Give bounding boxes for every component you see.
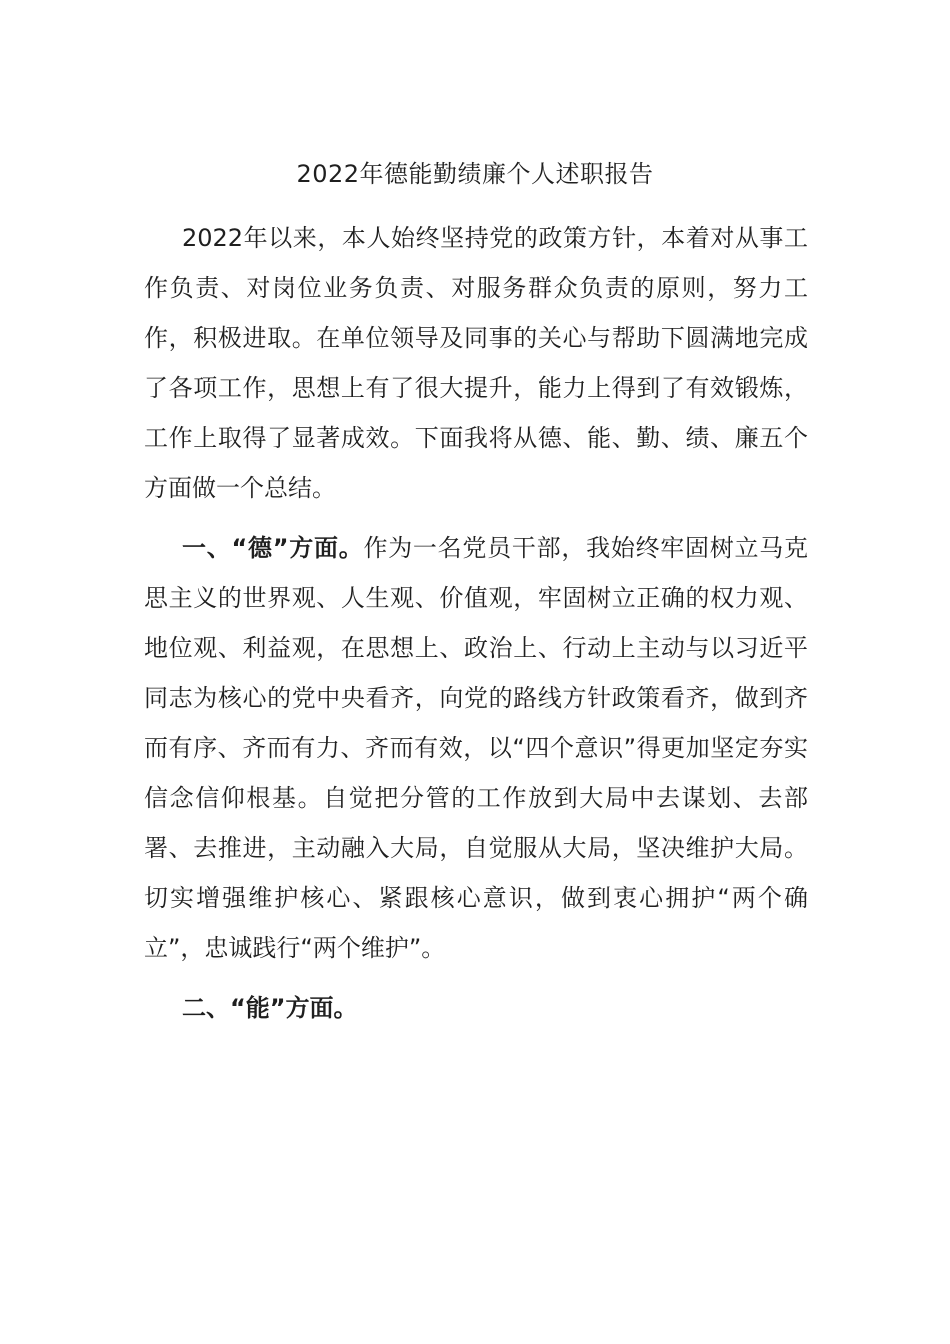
- section-de-heading: 一、“德”方面。: [182, 534, 364, 562]
- section-neng-paragraph: [144, 983, 808, 1033]
- section-de-body: 作为一名党员干部，我始终牢固树立马克思主义的世界观、人生观、价值观，牢固树立正确的权力观、地位观、利益观，在思想上、政治上、行动上主动与以习近平同志为核心的党中央看齐，向党的路线方针政策看齐，做到齐而有序、齐而有力、齐而有效，以“四个意识”得更加坚定夯实信念信仰根基。自觉把分管的工作放到大局中去谋划、去部署、去推进，主动融入大局，自觉服从大局，坚决维护大局。切实增强维护核心、紧跟核心意识，做到衷心拥护“两个确立”，忠诚践行“两个维护”。: [144, 534, 808, 962]
- section-neng-heading: 二、“能”方面。: [182, 994, 358, 1022]
- intro-paragraph: [144, 213, 808, 513]
- document-title: 2022年德能勤绩廉个人述职报告: [296, 160, 654, 188]
- intro-text: 2022年以来，本人始终坚持党的政策方针，本着对从事工作负责、对岗位业务负责、对服务群众负责的原则，努力工作，积极进取。在单位领导及同事的关心与帮助下圆满地完成了各项工作，思想上有了很大提升，能力上得到了有效锻炼，工作上取得了显著成效。下面我将从德、能、勤、绩、廉五个方面做一个总结。: [144, 224, 808, 502]
- section-de-paragraph: [144, 523, 808, 973]
